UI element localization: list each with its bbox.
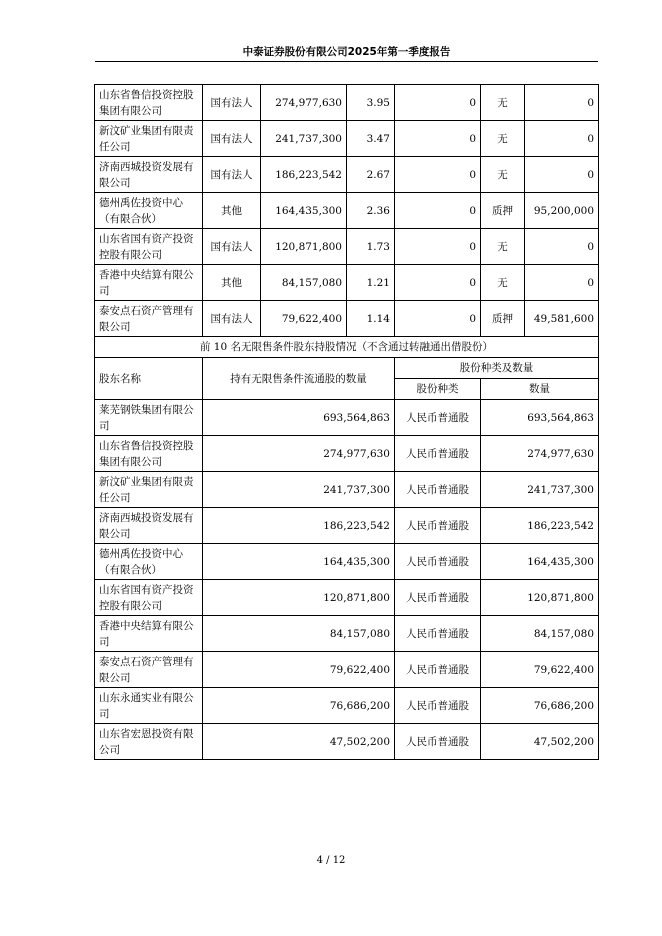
header-divider	[95, 61, 598, 62]
holder-pledged: 0	[525, 85, 599, 121]
unrestricted-qty: 693,564,863	[203, 400, 395, 436]
table-row	[95, 508, 599, 544]
holder-nature: 国有法人	[203, 121, 261, 157]
table-row	[95, 652, 599, 688]
table-row	[95, 301, 599, 337]
share-amount: 84,157,080	[481, 616, 599, 652]
holder-nature: 其他	[203, 265, 261, 301]
table-row	[95, 229, 599, 265]
table-row	[95, 436, 599, 472]
holder-restricted: 0	[395, 265, 481, 301]
column-header-quantity: 数量	[481, 379, 599, 400]
share-type: 人民币普通股	[395, 580, 481, 616]
holder-nature: 国有法人	[203, 157, 261, 193]
table-row	[95, 193, 599, 229]
holder-status: 质押	[481, 193, 525, 229]
holder-shares: 84,157,080	[261, 265, 347, 301]
holder-name: 山东省国有资产投资控股有限公司	[95, 580, 203, 616]
holder-pledged: 49,581,600	[525, 301, 599, 337]
table-row	[95, 544, 599, 580]
holder-name: 山东永通实业有限公司	[95, 688, 203, 724]
holder-name: 山东省鲁信投资控股集团有限公司	[95, 85, 203, 121]
unrestricted-qty: 76,686,200	[203, 688, 395, 724]
holder-name: 德州禹佐投资中心（有限合伙）	[95, 544, 203, 580]
share-amount: 79,622,400	[481, 652, 599, 688]
holder-name: 香港中央结算有限公司	[95, 265, 203, 301]
holder-ratio: 3.95	[347, 85, 395, 121]
holder-name: 香港中央结算有限公司	[95, 616, 203, 652]
page-separator: /	[326, 855, 330, 866]
page-number	[0, 855, 662, 866]
holder-restricted: 0	[395, 193, 481, 229]
holder-name: 泰安点石资产管理有限公司	[95, 301, 203, 337]
holder-status: 质押	[481, 301, 525, 337]
share-amount: 120,871,800	[481, 580, 599, 616]
column-header-share-type-qty: 股份种类及数量	[395, 358, 599, 379]
holder-name: 山东省宏恩投资有限公司	[95, 724, 203, 760]
holder-shares: 274,977,630	[261, 85, 347, 121]
table-row	[95, 85, 599, 121]
holder-restricted: 0	[395, 157, 481, 193]
unrestricted-qty: 79,622,400	[203, 652, 395, 688]
holder-status: 无	[481, 157, 525, 193]
column-header-share-type: 股份种类	[395, 379, 481, 400]
share-amount: 241,737,300	[481, 472, 599, 508]
holder-ratio: 1.14	[347, 301, 395, 337]
page-current: 4	[316, 855, 323, 866]
page-header: 中泰证券股份有限公司2025年第一季度报告	[242, 46, 451, 58]
share-type: 人民币普通股	[395, 400, 481, 436]
table-row	[95, 580, 599, 616]
holder-name: 山东省鲁信投资控股集团有限公司	[95, 436, 203, 472]
share-type: 人民币普通股	[395, 508, 481, 544]
share-type: 人民币普通股	[395, 436, 481, 472]
page-total: 12	[332, 855, 346, 866]
holder-name: 山东省国有资产投资控股有限公司	[95, 229, 203, 265]
column-header-holder-name: 股东名称	[95, 358, 203, 400]
holder-nature: 国有法人	[203, 85, 261, 121]
table-row	[95, 616, 599, 652]
holder-shares: 186,223,542	[261, 157, 347, 193]
holder-pledged: 95,200,000	[525, 193, 599, 229]
holder-name: 莱芜钢铁集团有限公司	[95, 400, 203, 436]
table-row	[95, 400, 599, 436]
share-type: 人民币普通股	[395, 724, 481, 760]
holder-ratio: 2.36	[347, 193, 395, 229]
share-amount: 164,435,300	[481, 544, 599, 580]
unrestricted-qty: 47,502,200	[203, 724, 395, 760]
holder-status: 无	[481, 85, 525, 121]
unrestricted-qty: 241,737,300	[203, 472, 395, 508]
holder-shares: 120,871,800	[261, 229, 347, 265]
column-header-unrestricted-qty: 持有无限售条件流通股的数量	[203, 358, 395, 400]
table-row	[95, 265, 599, 301]
holder-shares: 164,435,300	[261, 193, 347, 229]
holder-ratio: 1.73	[347, 229, 395, 265]
holder-name: 济南西城投资发展有限公司	[95, 157, 203, 193]
share-type: 人民币普通股	[395, 688, 481, 724]
unrestricted-qty: 120,871,800	[203, 580, 395, 616]
unrestricted-qty: 274,977,630	[203, 436, 395, 472]
share-amount: 274,977,630	[481, 436, 599, 472]
holder-ratio: 1.21	[347, 265, 395, 301]
holder-restricted: 0	[395, 301, 481, 337]
table-row	[95, 724, 599, 760]
share-amount: 76,686,200	[481, 688, 599, 724]
holder-status: 无	[481, 265, 525, 301]
unrestricted-qty: 186,223,542	[203, 508, 395, 544]
holder-status: 无	[481, 121, 525, 157]
holder-status: 无	[481, 229, 525, 265]
share-type: 人民币普通股	[395, 544, 481, 580]
holder-pledged: 0	[525, 121, 599, 157]
holder-restricted: 0	[395, 121, 481, 157]
holder-name: 济南西城投资发展有限公司	[95, 508, 203, 544]
holder-pledged: 0	[525, 157, 599, 193]
share-type: 人民币普通股	[395, 472, 481, 508]
section-title-row	[95, 337, 599, 358]
holder-restricted: 0	[395, 85, 481, 121]
table-row	[95, 472, 599, 508]
share-type: 人民币普通股	[395, 616, 481, 652]
holder-pledged: 0	[525, 265, 599, 301]
holder-name: 德州禹佐投资中心（有限合伙）	[95, 193, 203, 229]
holder-name: 泰安点石资产管理有限公司	[95, 652, 203, 688]
holder-nature: 其他	[203, 193, 261, 229]
holder-ratio: 2.67	[347, 157, 395, 193]
shareholder-table	[94, 84, 599, 760]
holder-nature: 国有法人	[203, 301, 261, 337]
unrestricted-qty: 164,435,300	[203, 544, 395, 580]
holder-name: 新汶矿业集团有限责任公司	[95, 121, 203, 157]
share-amount: 186,223,542	[481, 508, 599, 544]
table-row	[95, 157, 599, 193]
table-row	[95, 688, 599, 724]
holder-shares: 241,737,300	[261, 121, 347, 157]
holder-shares: 79,622,400	[261, 301, 347, 337]
holder-ratio: 3.47	[347, 121, 395, 157]
share-amount: 47,502,200	[481, 724, 599, 760]
section-title: 前 10 名无限售条件股东持股情况（不含通过转融通出借股份）	[95, 337, 599, 358]
table-row	[95, 121, 599, 157]
header-row	[95, 358, 599, 379]
holder-pledged: 0	[525, 229, 599, 265]
holder-name: 新汶矿业集团有限责任公司	[95, 472, 203, 508]
share-type: 人民币普通股	[395, 652, 481, 688]
unrestricted-qty: 84,157,080	[203, 616, 395, 652]
holder-restricted: 0	[395, 229, 481, 265]
share-amount: 693,564,863	[481, 400, 599, 436]
holder-nature: 国有法人	[203, 229, 261, 265]
